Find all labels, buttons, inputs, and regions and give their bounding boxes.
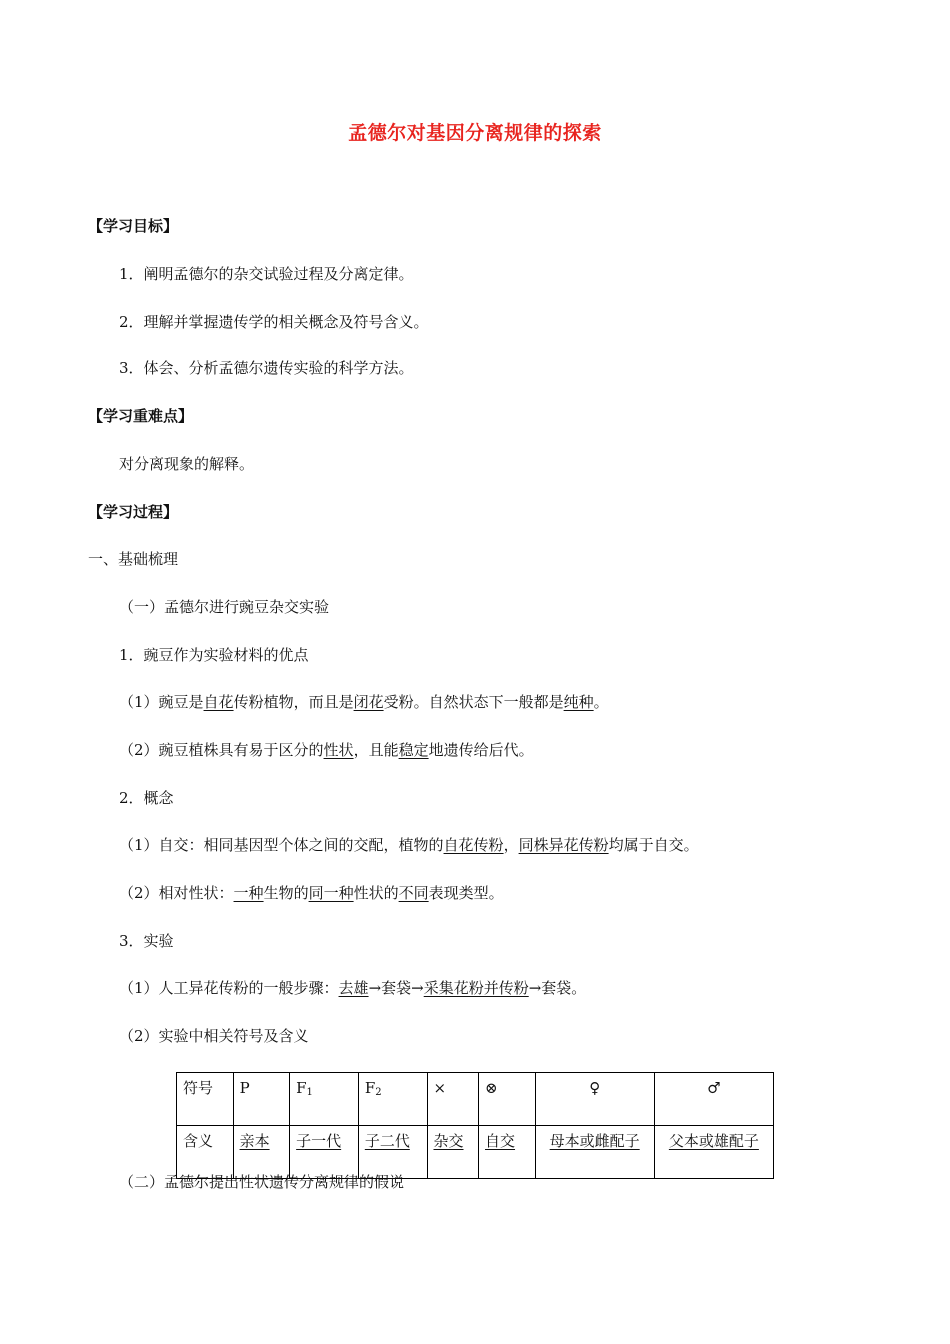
male-symbol-cell: ♂ [654,1073,773,1126]
table-row [177,1126,774,1179]
goal-item-3: 3．体会、分析孟德尔遗传实验的科学方法。 [119,359,414,377]
table-cell: 自交 [479,1126,536,1179]
concept-selfing: （1）自交：相同基因型个体之间的交配，植物的自花传粉，同株异花传粉均属于自交。 [119,836,699,854]
answer-emasculation: 去雄 [338,979,369,997]
concept-relative-traits: （2）相对性状：一种生物的同一种性状的不同表现类型。 [119,884,504,902]
table-cell: 符号 [177,1073,234,1126]
answer-pure-line: 纯种 [563,693,594,711]
table-cell: $F_1$ [290,1073,359,1126]
answer-one-species: 一种 [233,884,264,902]
answer-closed-flower: 闭花 [353,693,384,711]
point-experiment: 3．实验 [119,932,174,950]
goal-item-1: 1．阐明孟德尔的杂交试验过程及分离定律。 [119,265,414,283]
table-cell: P [233,1073,290,1126]
table-cell: 杂交 [427,1126,479,1179]
symbols-table [176,1072,774,1179]
answer-self-pollination: 自花 [203,693,234,711]
answer-self-pollination-2: 自花传粉 [443,836,504,854]
section-basic: 一、基础梳理 [88,550,179,568]
table-cell: × [427,1073,479,1126]
table-cell: $F_2$ [358,1073,427,1126]
table-cell: ⊗ [479,1073,536,1126]
key-heading: 【学习重难点】 [88,407,194,425]
point-concepts: 2．概念 [119,789,174,807]
goal-item-2: 2．理解并掌握遗传学的相关概念及符号含义。 [119,313,429,331]
answer-collect-pollen: 采集花粉并传粉 [423,979,529,997]
table-cell: 子一代 [290,1126,359,1179]
goals-heading: 【学习目标】 [88,217,179,235]
table-cell: 母本或雌配子 [535,1126,654,1179]
page-title: 孟德尔对基因分离规律的探索 [348,122,602,144]
experiment-steps: （1）人工异花传粉的一般步骤：去雄→套袋→采集花粉并传粉→套袋。 [119,979,587,997]
key-text: 对分离现象的解释。 [119,455,255,473]
advantage-line-1: （1）豌豆是自花传粉植物，而且是闭花受粉。自然状态下一般都是纯种。 [119,693,609,711]
subsection-experiment: （一）孟德尔进行豌豆杂交实验 [119,598,330,616]
answer-different: 不同 [398,884,429,902]
answer-stable: 稳定 [398,741,429,759]
table-cell: 子二代 [358,1126,427,1179]
table-cell: 亲本 [233,1126,290,1179]
female-symbol-cell: ♀ [535,1073,654,1126]
process-heading: 【学习过程】 [88,503,179,521]
table-row [177,1073,774,1126]
answer-same-trait: 同一种 [308,884,354,902]
advantage-line-2: （2）豌豆植株具有易于区分的性状，且能稳定地遗传给后代。 [119,741,534,759]
table-cell: 含义 [177,1126,234,1179]
subsection-hypothesis: （二）孟德尔提出性状遗传分离规律的假说 [119,1173,405,1191]
answer-traits: 性状 [323,741,354,759]
answer-geitonogamy: 同株异花传粉 [518,836,609,854]
table-cell: 父本或雄配子 [654,1126,773,1179]
point-advantages: 1．豌豆作为实验材料的优点 [119,646,309,664]
symbols-intro: （2）实验中相关符号及含义 [119,1027,309,1045]
